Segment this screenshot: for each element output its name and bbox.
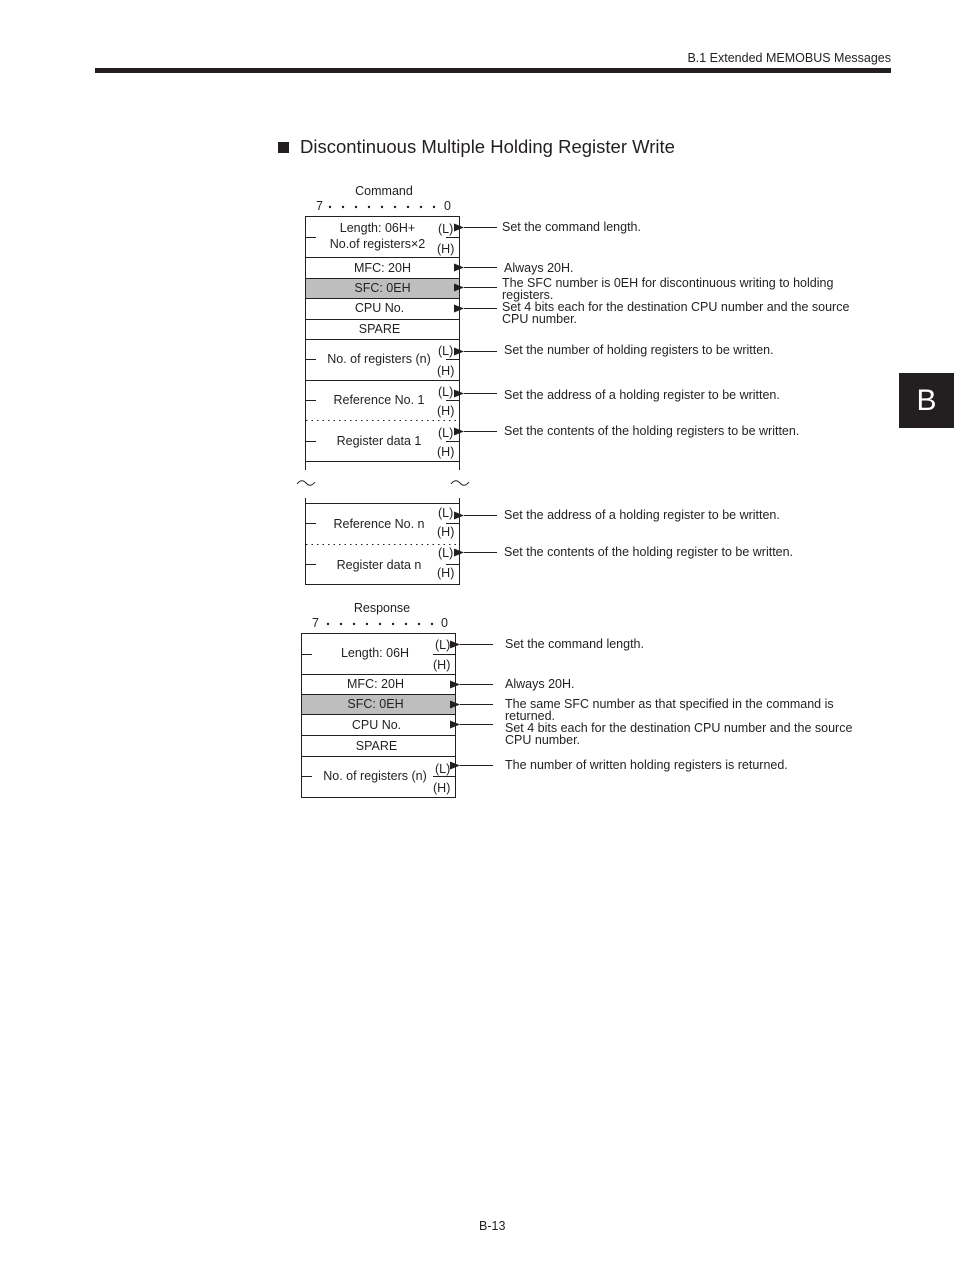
byte-low-marker: (L) — [438, 222, 454, 236]
byte-high-marker: (H) — [433, 781, 451, 795]
note-response-mfc: Always 20H. — [505, 677, 575, 691]
note-command-length: Set the command length. — [502, 220, 641, 234]
command-mfc: MFC: 20H — [354, 260, 411, 275]
note-response-length: Set the command length. — [505, 637, 644, 651]
response-bit-high: 7 — [312, 616, 319, 630]
byte-high-marker: (H) — [437, 566, 455, 580]
response-spare: SPARE — [355, 738, 398, 753]
byte-high-marker: (H) — [437, 445, 455, 459]
command-reference-n: Reference No. n — [333, 516, 425, 531]
command-cpu-no: CPU No. — [354, 300, 405, 315]
page-number: B-13 — [479, 1219, 506, 1233]
command-register-data-n: Register data n — [336, 557, 422, 572]
command-bit-low: 0 — [444, 199, 451, 213]
note-response-sfc: The same SFC number as that specified in the command is returned. — [505, 697, 834, 723]
command-bit-high: 7 — [316, 199, 323, 213]
note-command-reference-n: Set the address of a holding register to be written. — [504, 508, 780, 522]
command-length-line2: No.of registers×2 — [329, 236, 426, 251]
note-command-reference-1: Set the address of a holding register to be written. — [504, 388, 780, 402]
byte-low-marker: (L) — [438, 385, 454, 399]
running-header: B.1 Extended MEMOBUS Messages — [687, 51, 891, 65]
command-num-registers: No. of registers (n) — [327, 351, 431, 366]
byte-low-marker: (L) — [438, 546, 454, 560]
response-bit-low: 0 — [441, 616, 448, 630]
byte-high-marker: (H) — [437, 404, 455, 418]
response-mfc: MFC: 20H — [347, 677, 404, 691]
byte-low-marker: (L) — [438, 506, 454, 520]
command-sfc: SFC: 0EH — [354, 280, 411, 295]
byte-low-marker: (L) — [438, 344, 454, 358]
note-command-sfc: The SFC number is 0EH for discontinuous writing to holding registers. — [502, 276, 834, 302]
response-sfc: SFC: 0EH — [347, 696, 404, 711]
note-command-num-registers: Set the number of holding registers to be written. — [504, 343, 774, 357]
byte-high-marker: (H) — [437, 242, 455, 256]
note-command-mfc: Always 20H. — [504, 261, 574, 275]
section-title-text: Discontinuous Multiple Holding Register Write — [300, 136, 675, 157]
response-num-registers: No. of registers (n) — [323, 768, 427, 783]
response-label: Response — [353, 601, 411, 615]
note-response-num-registers: The number of written holding registers is returned. — [505, 758, 788, 772]
note-command-register-data-1: Set the contents of the holding registers to be written. — [504, 424, 800, 438]
note-command-cpu: Set 4 bits each for the destination CPU number and the source CPU number. — [502, 300, 850, 326]
command-spare: SPARE — [358, 321, 401, 336]
byte-high-marker: (H) — [437, 364, 455, 378]
byte-low-marker: (L) — [435, 638, 451, 652]
note-command-register-data-n: Set the contents of the holding register to be written. — [504, 545, 794, 559]
command-label: Command — [355, 184, 413, 198]
appendix-tab: B — [899, 373, 954, 428]
command-register-data-1: Register data 1 — [336, 433, 422, 448]
note-response-cpu: Set 4 bits each for the destination CPU number and the source CPU number. — [505, 721, 853, 747]
command-reference-1: Reference No. 1 — [333, 392, 425, 407]
command-length-line1: Length: 06H+ — [339, 220, 416, 235]
byte-low-marker: (L) — [438, 426, 454, 440]
response-cpu-no: CPU No. — [351, 717, 402, 732]
byte-high-marker: (H) — [437, 525, 455, 539]
byte-high-marker: (H) — [433, 658, 451, 672]
byte-low-marker: (L) — [435, 762, 451, 776]
response-length: Length: 06H — [340, 645, 410, 660]
